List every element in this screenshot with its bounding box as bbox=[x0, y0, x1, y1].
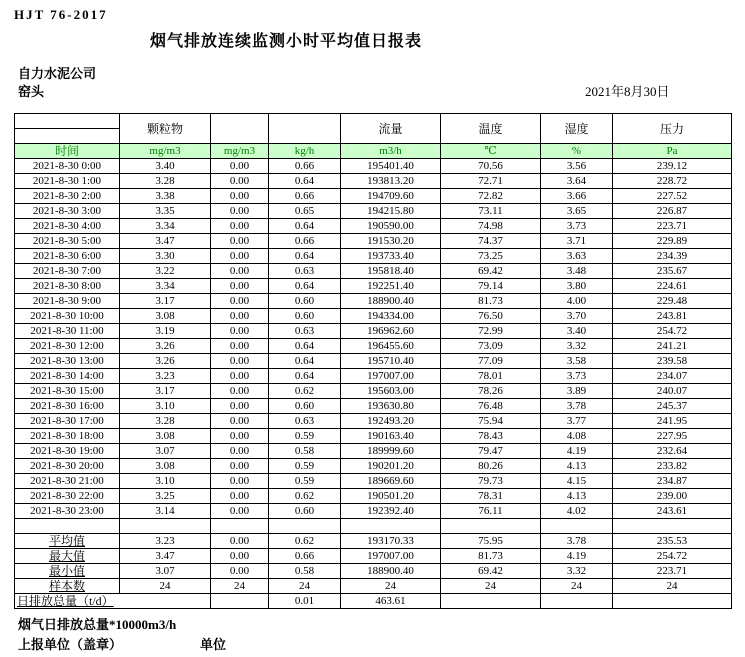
summary-label: 最小值 bbox=[15, 564, 120, 579]
value-cell: 3.32 bbox=[541, 564, 613, 579]
value-cell: 229.48 bbox=[613, 294, 732, 309]
time-header-top bbox=[15, 114, 120, 129]
empty-cell bbox=[15, 519, 120, 534]
time-cell: 2021-8-30 9:00 bbox=[15, 294, 120, 309]
value-cell: 3.77 bbox=[541, 414, 613, 429]
value-cell: 76.48 bbox=[441, 399, 541, 414]
unit-cell: Pa bbox=[613, 144, 732, 159]
value-cell: 0.63 bbox=[269, 264, 341, 279]
value-cell: 0.00 bbox=[211, 354, 269, 369]
value-cell: 0.00 bbox=[211, 309, 269, 324]
value-cell: 194709.60 bbox=[341, 189, 441, 204]
table-row bbox=[15, 324, 732, 339]
value-cell: 240.07 bbox=[613, 384, 732, 399]
value-cell: 3.64 bbox=[541, 174, 613, 189]
unit-cell: kg/h bbox=[269, 144, 341, 159]
value-cell: 232.64 bbox=[613, 444, 732, 459]
empty-cell bbox=[211, 519, 269, 534]
group-header: 颗粒物 bbox=[120, 114, 211, 144]
value-cell: 70.56 bbox=[441, 159, 541, 174]
value-cell: 4.19 bbox=[541, 549, 613, 564]
value-cell: 3.28 bbox=[120, 174, 211, 189]
value-cell: 239.12 bbox=[613, 159, 732, 174]
empty-cell bbox=[211, 594, 269, 609]
value-cell: 227.52 bbox=[613, 189, 732, 204]
value-cell: 197007.00 bbox=[341, 369, 441, 384]
table-row bbox=[15, 189, 732, 204]
value-cell: 3.10 bbox=[120, 474, 211, 489]
value-cell: 195603.00 bbox=[341, 384, 441, 399]
time-cell: 2021-8-30 13:00 bbox=[15, 354, 120, 369]
table-row bbox=[15, 489, 732, 504]
value-cell: 3.58 bbox=[541, 354, 613, 369]
value-cell: 0.00 bbox=[211, 549, 269, 564]
value-cell: 188900.40 bbox=[341, 564, 441, 579]
table-row bbox=[15, 234, 732, 249]
value-cell: 0.00 bbox=[211, 159, 269, 174]
value-cell: 75.95 bbox=[441, 534, 541, 549]
value-cell: 193170.33 bbox=[341, 534, 441, 549]
value-cell: 0.66 bbox=[269, 234, 341, 249]
time-cell: 2021-8-30 7:00 bbox=[15, 264, 120, 279]
value-cell: 233.82 bbox=[613, 459, 732, 474]
value-cell: 3.65 bbox=[541, 204, 613, 219]
unit-cell: % bbox=[541, 144, 613, 159]
value-cell: 0.00 bbox=[211, 264, 269, 279]
value-cell: 0.00 bbox=[211, 534, 269, 549]
value-cell: 0.64 bbox=[269, 369, 341, 384]
station-name: 窑头 bbox=[18, 84, 45, 99]
value-cell: 0.00 bbox=[211, 234, 269, 249]
summary-label: 样本数 bbox=[15, 579, 120, 594]
summary-label: 平均值 bbox=[15, 534, 120, 549]
value-cell: 24 bbox=[269, 579, 341, 594]
value-cell: 72.82 bbox=[441, 189, 541, 204]
value-cell: 0.64 bbox=[269, 249, 341, 264]
value-cell: 0.62 bbox=[269, 384, 341, 399]
group-header bbox=[269, 114, 341, 144]
value-cell: 254.72 bbox=[613, 324, 732, 339]
time-cell: 2021-8-30 4:00 bbox=[15, 219, 120, 234]
unit-label: 单位 bbox=[200, 637, 227, 652]
time-cell: 2021-8-30 5:00 bbox=[15, 234, 120, 249]
value-cell: 24 bbox=[211, 579, 269, 594]
value-cell: 4.13 bbox=[541, 489, 613, 504]
value-cell: 3.32 bbox=[541, 339, 613, 354]
time-column-label: 时间 bbox=[15, 144, 120, 159]
value-cell: 3.66 bbox=[541, 189, 613, 204]
time-header-bottom bbox=[15, 129, 120, 144]
value-cell: 78.31 bbox=[441, 489, 541, 504]
value-cell: 0.63 bbox=[269, 324, 341, 339]
value-cell: 81.73 bbox=[441, 294, 541, 309]
group-header: 压力 bbox=[613, 114, 732, 144]
value-cell: 0.01 bbox=[269, 594, 341, 609]
value-cell: 228.72 bbox=[613, 174, 732, 189]
value-cell: 3.07 bbox=[120, 444, 211, 459]
value-cell: 72.71 bbox=[441, 174, 541, 189]
value-cell: 4.15 bbox=[541, 474, 613, 489]
value-cell: 241.21 bbox=[613, 339, 732, 354]
value-cell: 241.95 bbox=[613, 414, 732, 429]
value-cell: 195401.40 bbox=[341, 159, 441, 174]
time-cell: 2021-8-30 18:00 bbox=[15, 429, 120, 444]
value-cell: 0.00 bbox=[211, 369, 269, 384]
value-cell: 3.78 bbox=[541, 534, 613, 549]
time-cell: 2021-8-30 3:00 bbox=[15, 204, 120, 219]
value-cell: 3.14 bbox=[120, 504, 211, 519]
time-cell: 2021-8-30 14:00 bbox=[15, 369, 120, 384]
value-cell: 81.73 bbox=[441, 549, 541, 564]
value-cell: 0.00 bbox=[211, 459, 269, 474]
value-cell: 0.00 bbox=[211, 474, 269, 489]
unit-cell: ℃ bbox=[441, 144, 541, 159]
value-cell: 3.70 bbox=[541, 309, 613, 324]
value-cell: 0.00 bbox=[211, 324, 269, 339]
value-cell: 234.87 bbox=[613, 474, 732, 489]
value-cell: 3.78 bbox=[541, 399, 613, 414]
value-cell: 0.60 bbox=[269, 504, 341, 519]
value-cell: 3.19 bbox=[120, 324, 211, 339]
value-cell: 3.71 bbox=[541, 234, 613, 249]
value-cell: 245.37 bbox=[613, 399, 732, 414]
value-cell: 3.34 bbox=[120, 279, 211, 294]
empty-cell bbox=[441, 519, 541, 534]
value-cell: 0.00 bbox=[211, 249, 269, 264]
value-cell: 73.09 bbox=[441, 339, 541, 354]
value-cell: 192493.20 bbox=[341, 414, 441, 429]
value-cell: 77.09 bbox=[441, 354, 541, 369]
value-cell: 0.60 bbox=[269, 399, 341, 414]
value-cell: 69.42 bbox=[441, 564, 541, 579]
value-cell: 74.98 bbox=[441, 219, 541, 234]
value-cell: 3.17 bbox=[120, 384, 211, 399]
company-name: 自力水泥公司 bbox=[18, 66, 97, 81]
value-cell: 3.47 bbox=[120, 234, 211, 249]
time-cell: 2021-8-30 8:00 bbox=[15, 279, 120, 294]
time-cell: 2021-8-30 23:00 bbox=[15, 504, 120, 519]
time-cell: 2021-8-30 6:00 bbox=[15, 249, 120, 264]
value-cell: 3.80 bbox=[541, 279, 613, 294]
value-cell: 192392.40 bbox=[341, 504, 441, 519]
value-cell: 196455.60 bbox=[341, 339, 441, 354]
value-cell: 254.72 bbox=[613, 549, 732, 564]
group-header: 温度 bbox=[441, 114, 541, 144]
value-cell: 243.81 bbox=[613, 309, 732, 324]
value-cell: 0.64 bbox=[269, 279, 341, 294]
value-cell: 0.00 bbox=[211, 279, 269, 294]
value-cell: 3.08 bbox=[120, 309, 211, 324]
value-cell: 0.59 bbox=[269, 429, 341, 444]
value-cell: 24 bbox=[441, 579, 541, 594]
value-cell: 3.73 bbox=[541, 219, 613, 234]
time-cell: 2021-8-30 2:00 bbox=[15, 189, 120, 204]
value-cell: 234.39 bbox=[613, 249, 732, 264]
time-cell: 2021-8-30 1:00 bbox=[15, 174, 120, 189]
value-cell: 79.73 bbox=[441, 474, 541, 489]
value-cell: 73.11 bbox=[441, 204, 541, 219]
daily-total-row bbox=[15, 594, 732, 609]
table-row bbox=[15, 264, 732, 279]
value-cell: 75.94 bbox=[441, 414, 541, 429]
summary-row bbox=[15, 549, 732, 564]
value-cell: 79.47 bbox=[441, 444, 541, 459]
value-cell: 0.64 bbox=[269, 219, 341, 234]
value-cell: 3.48 bbox=[541, 264, 613, 279]
value-cell: 3.26 bbox=[120, 354, 211, 369]
table-row bbox=[15, 354, 732, 369]
unit-cell: mg/m3 bbox=[211, 144, 269, 159]
table-row bbox=[15, 294, 732, 309]
table-row bbox=[15, 204, 732, 219]
empty-cell bbox=[613, 519, 732, 534]
value-cell: 0.00 bbox=[211, 504, 269, 519]
value-cell: 78.26 bbox=[441, 384, 541, 399]
table-row bbox=[15, 459, 732, 474]
value-cell: 196962.60 bbox=[341, 324, 441, 339]
empty-cell bbox=[541, 519, 613, 534]
value-cell: 194334.00 bbox=[341, 309, 441, 324]
value-cell: 224.61 bbox=[613, 279, 732, 294]
value-cell: 3.22 bbox=[120, 264, 211, 279]
value-cell: 3.26 bbox=[120, 339, 211, 354]
value-cell: 74.37 bbox=[441, 234, 541, 249]
summary-row bbox=[15, 534, 732, 549]
time-cell: 2021-8-30 17:00 bbox=[15, 414, 120, 429]
value-cell: 3.47 bbox=[120, 549, 211, 564]
value-cell: 0.00 bbox=[211, 429, 269, 444]
value-cell: 24 bbox=[341, 579, 441, 594]
time-cell: 2021-8-30 22:00 bbox=[15, 489, 120, 504]
value-cell: 0.64 bbox=[269, 339, 341, 354]
table-row bbox=[15, 399, 732, 414]
value-cell: 3.40 bbox=[541, 324, 613, 339]
value-cell: 3.63 bbox=[541, 249, 613, 264]
value-cell: 0.60 bbox=[269, 294, 341, 309]
value-cell: 189669.60 bbox=[341, 474, 441, 489]
value-cell: 0.59 bbox=[269, 459, 341, 474]
time-cell: 2021-8-30 0:00 bbox=[15, 159, 120, 174]
value-cell: 239.00 bbox=[613, 489, 732, 504]
time-cell: 2021-8-30 15:00 bbox=[15, 384, 120, 399]
value-cell: 0.00 bbox=[211, 414, 269, 429]
value-cell: 195710.40 bbox=[341, 354, 441, 369]
value-cell: 0.58 bbox=[269, 444, 341, 459]
value-cell: 69.42 bbox=[441, 264, 541, 279]
value-cell: 0.62 bbox=[269, 534, 341, 549]
value-cell: 234.07 bbox=[613, 369, 732, 384]
report-table bbox=[14, 113, 732, 609]
value-cell: 3.25 bbox=[120, 489, 211, 504]
value-cell: 0.00 bbox=[211, 564, 269, 579]
value-cell: 235.53 bbox=[613, 534, 732, 549]
report-title: 烟气排放连续监测小时平均值日报表 bbox=[150, 33, 423, 50]
value-cell: 4.19 bbox=[541, 444, 613, 459]
value-cell: 76.11 bbox=[441, 504, 541, 519]
report-date: 2021年8月30日 bbox=[585, 84, 670, 99]
value-cell: 190501.20 bbox=[341, 489, 441, 504]
value-cell: 226.87 bbox=[613, 204, 732, 219]
value-cell: 192251.40 bbox=[341, 279, 441, 294]
value-cell: 3.08 bbox=[120, 429, 211, 444]
value-cell: 4.08 bbox=[541, 429, 613, 444]
value-cell: 0.00 bbox=[211, 399, 269, 414]
empty-cell bbox=[541, 594, 613, 609]
table-row bbox=[15, 249, 732, 264]
value-cell: 0.66 bbox=[269, 549, 341, 564]
value-cell: 0.62 bbox=[269, 489, 341, 504]
value-cell: 3.73 bbox=[541, 369, 613, 384]
table-row bbox=[15, 414, 732, 429]
value-cell: 3.08 bbox=[120, 459, 211, 474]
table-row bbox=[15, 339, 732, 354]
value-cell: 3.07 bbox=[120, 564, 211, 579]
value-cell: 3.23 bbox=[120, 369, 211, 384]
value-cell: 3.28 bbox=[120, 414, 211, 429]
table-row bbox=[15, 159, 732, 174]
unit-cell: mg/m3 bbox=[120, 144, 211, 159]
empty-cell bbox=[120, 519, 211, 534]
value-cell: 0.00 bbox=[211, 384, 269, 399]
value-cell: 78.01 bbox=[441, 369, 541, 384]
value-cell: 193813.20 bbox=[341, 174, 441, 189]
value-cell: 79.14 bbox=[441, 279, 541, 294]
value-cell: 73.25 bbox=[441, 249, 541, 264]
value-cell: 3.89 bbox=[541, 384, 613, 399]
table-row bbox=[15, 474, 732, 489]
value-cell: 0.63 bbox=[269, 414, 341, 429]
value-cell: 190590.00 bbox=[341, 219, 441, 234]
value-cell: 189999.60 bbox=[341, 444, 441, 459]
summary-row bbox=[15, 579, 732, 594]
daily-total-label: 日排放总量（t/d） bbox=[15, 594, 211, 609]
report-unit-label: 上报单位（盖章） bbox=[18, 637, 123, 652]
table-row bbox=[15, 219, 732, 234]
value-cell: 0.00 bbox=[211, 219, 269, 234]
table-row bbox=[15, 174, 732, 189]
value-cell: 0.64 bbox=[269, 354, 341, 369]
value-cell: 3.40 bbox=[120, 159, 211, 174]
time-cell: 2021-8-30 16:00 bbox=[15, 399, 120, 414]
value-cell: 24 bbox=[120, 579, 211, 594]
summary-label: 最大值 bbox=[15, 549, 120, 564]
value-cell: 463.61 bbox=[341, 594, 441, 609]
table-row bbox=[15, 384, 732, 399]
value-cell: 4.13 bbox=[541, 459, 613, 474]
value-cell: 223.71 bbox=[613, 219, 732, 234]
value-cell: 0.00 bbox=[211, 189, 269, 204]
value-cell: 72.99 bbox=[441, 324, 541, 339]
value-cell: 191530.20 bbox=[341, 234, 441, 249]
value-cell: 3.30 bbox=[120, 249, 211, 264]
value-cell: 4.00 bbox=[541, 294, 613, 309]
time-cell: 2021-8-30 11:00 bbox=[15, 324, 120, 339]
value-cell: 223.71 bbox=[613, 564, 732, 579]
value-cell: 229.89 bbox=[613, 234, 732, 249]
value-cell: 190163.40 bbox=[341, 429, 441, 444]
table-row bbox=[15, 369, 732, 384]
value-cell: 80.26 bbox=[441, 459, 541, 474]
value-cell: 194215.80 bbox=[341, 204, 441, 219]
value-cell: 193733.40 bbox=[341, 249, 441, 264]
table-row bbox=[15, 504, 732, 519]
value-cell: 78.43 bbox=[441, 429, 541, 444]
value-cell: 24 bbox=[613, 579, 732, 594]
value-cell: 3.35 bbox=[120, 204, 211, 219]
value-cell: 0.58 bbox=[269, 564, 341, 579]
value-cell: 243.61 bbox=[613, 504, 732, 519]
time-cell: 2021-8-30 20:00 bbox=[15, 459, 120, 474]
value-cell: 188900.40 bbox=[341, 294, 441, 309]
standard-code: HJT 76-2017 bbox=[14, 7, 108, 22]
empty-cell bbox=[269, 519, 341, 534]
value-cell: 3.38 bbox=[120, 189, 211, 204]
value-cell: 0.00 bbox=[211, 489, 269, 504]
value-cell: 0.00 bbox=[211, 444, 269, 459]
value-cell: 227.95 bbox=[613, 429, 732, 444]
group-header bbox=[211, 114, 269, 144]
value-cell: 0.64 bbox=[269, 174, 341, 189]
empty-cell bbox=[441, 594, 541, 609]
value-cell: 0.60 bbox=[269, 309, 341, 324]
empty-cell bbox=[613, 594, 732, 609]
value-cell: 193630.80 bbox=[341, 399, 441, 414]
value-cell: 197007.00 bbox=[341, 549, 441, 564]
time-cell: 2021-8-30 10:00 bbox=[15, 309, 120, 324]
table-row bbox=[15, 429, 732, 444]
table-row bbox=[15, 279, 732, 294]
value-cell: 3.10 bbox=[120, 399, 211, 414]
value-cell: 0.66 bbox=[269, 159, 341, 174]
value-cell: 190201.20 bbox=[341, 459, 441, 474]
time-cell: 2021-8-30 21:00 bbox=[15, 474, 120, 489]
value-cell: 0.66 bbox=[269, 189, 341, 204]
table-row bbox=[15, 309, 732, 324]
time-cell: 2021-8-30 19:00 bbox=[15, 444, 120, 459]
value-cell: 24 bbox=[541, 579, 613, 594]
value-cell: 3.23 bbox=[120, 534, 211, 549]
value-cell: 195818.40 bbox=[341, 264, 441, 279]
group-header: 流量 bbox=[341, 114, 441, 144]
value-cell: 239.58 bbox=[613, 354, 732, 369]
value-cell: 3.56 bbox=[541, 159, 613, 174]
value-cell: 0.00 bbox=[211, 204, 269, 219]
group-header: 湿度 bbox=[541, 114, 613, 144]
table-row bbox=[15, 444, 732, 459]
value-cell: 0.00 bbox=[211, 339, 269, 354]
value-cell: 3.34 bbox=[120, 219, 211, 234]
unit-cell: m3/h bbox=[341, 144, 441, 159]
value-cell: 3.17 bbox=[120, 294, 211, 309]
summary-row bbox=[15, 564, 732, 579]
flow-total-note: 烟气日排放总量*10000m3/h bbox=[18, 617, 177, 632]
time-cell: 2021-8-30 12:00 bbox=[15, 339, 120, 354]
empty-cell bbox=[341, 519, 441, 534]
value-cell: 0.00 bbox=[211, 174, 269, 189]
value-cell: 235.67 bbox=[613, 264, 732, 279]
value-cell: 0.00 bbox=[211, 294, 269, 309]
value-cell: 0.65 bbox=[269, 204, 341, 219]
value-cell: 76.50 bbox=[441, 309, 541, 324]
value-cell: 4.02 bbox=[541, 504, 613, 519]
value-cell: 0.59 bbox=[269, 474, 341, 489]
